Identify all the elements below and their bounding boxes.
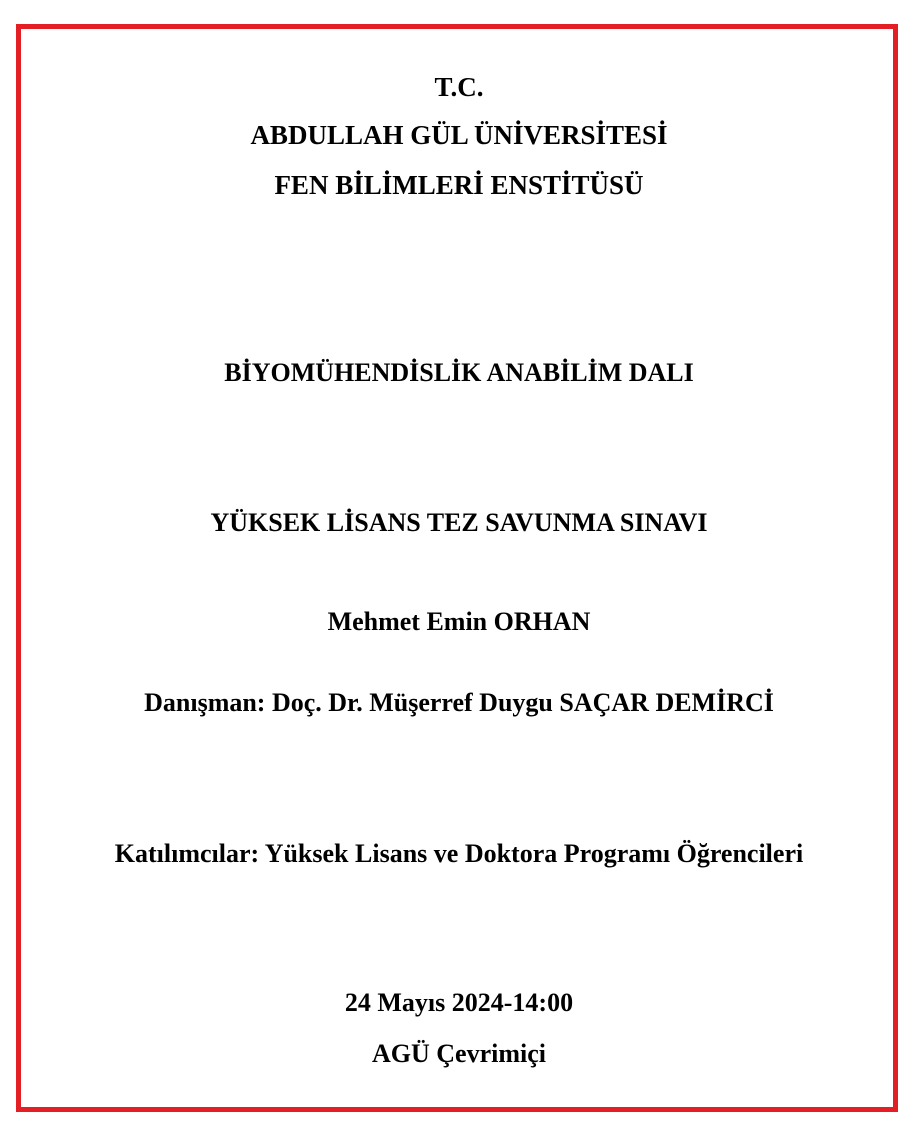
advisor-line: Danışman: Doç. Dr. Müşerref Duygu SAÇAR DEMİRCİ — [144, 688, 774, 717]
header-line-tc: T.C. — [434, 72, 484, 102]
event-title: YÜKSEK LİSANS TEZ SAVUNMA SINAVI — [210, 508, 708, 537]
event-location: AGÜ Çevrimiçi — [371, 1039, 546, 1068]
participants-line: Katılımcılar: Yüksek Lisans ve Doktora Programı Öğrencileri — [114, 839, 804, 868]
candidate-name: Mehmet Emin ORHAN — [327, 607, 591, 636]
header-institute-name: FEN BİLİMLERİ ENSTİTÜSÜ — [274, 170, 644, 200]
department-name: BİYOMÜHENDİSLİK ANABİLİM DALI — [224, 358, 694, 387]
event-datetime: 24 Mayıs 2024-14:00 — [344, 988, 574, 1017]
header-university-name: ABDULLAH GÜL ÜNİVERSİTESİ — [250, 120, 668, 150]
